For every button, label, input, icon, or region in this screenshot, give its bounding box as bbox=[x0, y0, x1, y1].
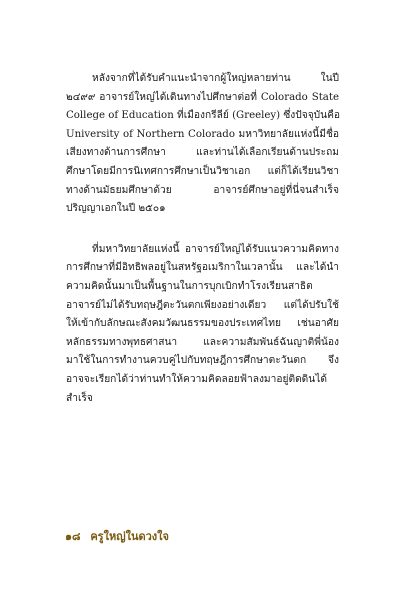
paragraph-1-line: University of Northern Colorado มหาวิทยาลัยแห่งนี้มีชื่อ bbox=[66, 128, 339, 140]
paragraph-1-line: ๒๔๙๙ อาจารย์ใหญ่ได้เดินทางไปศึกษาต่อที่ Colorado State bbox=[66, 91, 339, 103]
paragraph-2-line: ความคิดนั้นมาเป็นพื้นฐานในการบุกเบิกทำโรงเรียนสาธิต bbox=[66, 280, 313, 292]
paragraph-2-line: มาใช้ในการทำงานควบคู่ไปกับทฤษฎีการศึกษาตะวันตก จึง bbox=[66, 355, 339, 367]
page-number: ๑๘ bbox=[65, 530, 81, 543]
body-text bbox=[66, 70, 339, 408]
paragraph-2-line: สำเร็จ bbox=[66, 392, 93, 404]
page-footer bbox=[65, 527, 169, 545]
paragraph-spacer bbox=[66, 219, 339, 241]
paragraph-2-line: อาจจะเรียกได้ว่าท่านทำให้ความคิดลอยฟ้าลงมาอยู่ติดดินได้ bbox=[66, 373, 328, 385]
paragraph-1-line: College of Education ที่เมืองกรีลีย์ (Greeley) ซึ่งปัจจุบันคือ bbox=[66, 110, 341, 122]
paragraph-1-line: ทางด้านมัธยมศึกษาด้วย อาจารย์ศึกษาอยู่ที่นี่จนสำเร็จ bbox=[66, 184, 339, 196]
paragraph-1-line: ปริญญาเอกในปี ๒๕๐๑ bbox=[66, 203, 166, 215]
paragraph-2-line: การศึกษาที่มีอิทธิพลอยู่ในสหรัฐอเมริกาในเวลานั้น และได้นำ bbox=[66, 262, 339, 274]
running-title: ครูใหญ่ในดวงใจ bbox=[90, 530, 169, 543]
paragraph-2-line: ให้เข้ากับลักษณะสังคมวัฒนธรรมของประเทศไทย เช่นอาศัย bbox=[66, 318, 339, 330]
paragraph-1-line: เสียงทางด้านการศึกษา และท่านได้เลือกเรียนด้านประถม bbox=[66, 147, 339, 159]
paragraph-1-line: หลังจากที่ได้รับคำแนะนำจากผู้ใหญ่หลายท่าน ในปี bbox=[92, 73, 339, 84]
paragraph-2-line: อาจารย์ไม่ได้รับทฤษฎีตะวันตกเพียงอย่างเดียว แต่ได้ปรับใช้ bbox=[66, 299, 339, 311]
paragraph-2-line: ที่มหาวิทยาลัยแห่งนี้ อาจารย์ใหญ่ได้รับแนวความคิดทาง bbox=[92, 243, 339, 255]
paragraph-1-line: ศึกษาโดยมีการนิเทศการศึกษาเป็นวิชาเอก แต่ก็ได้เรียนวิชา bbox=[66, 165, 339, 177]
paragraph-2-line: หลักธรรมทางพุทธศาสนา และความสัมพันธ์ฉันญาติพี่น้อง bbox=[66, 336, 339, 348]
